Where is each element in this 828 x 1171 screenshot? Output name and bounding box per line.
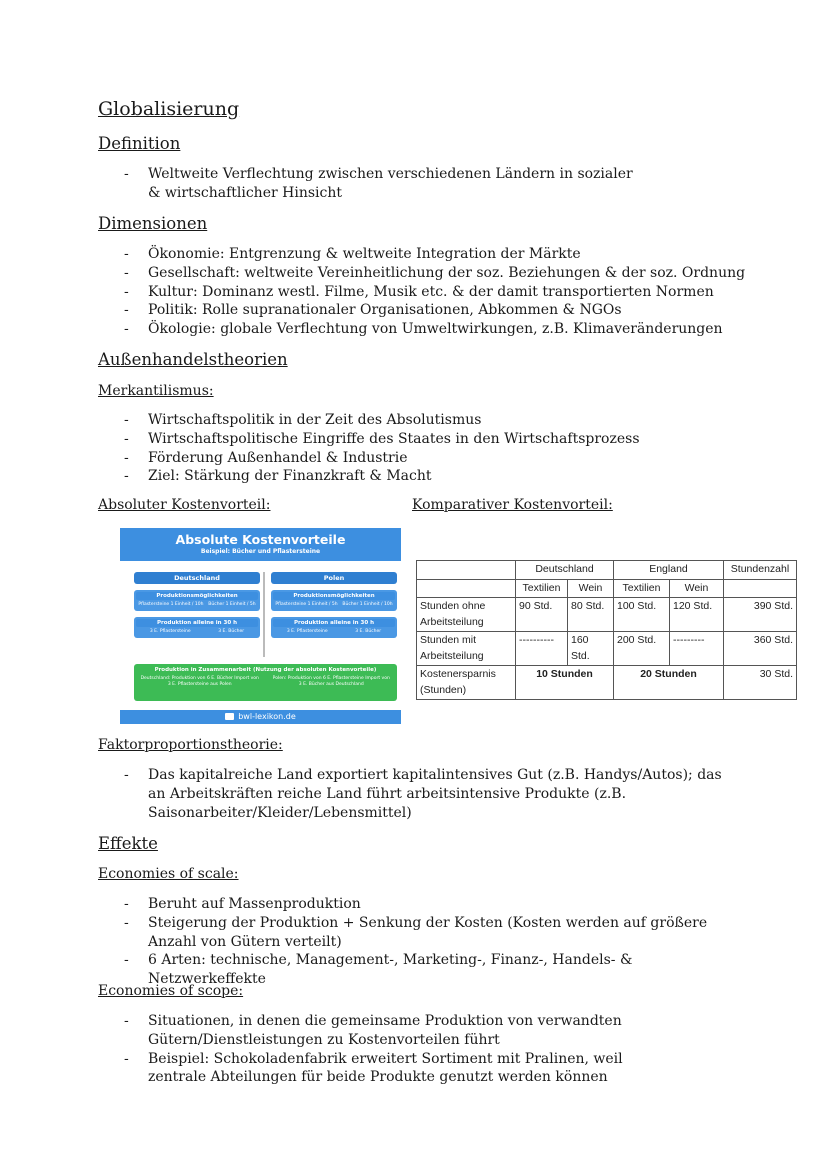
table-header-row	[417, 561, 797, 580]
list-item: - Steigerung der Produktion + Senkung der Kosten (Kosten werden auf größere Anzahl von Gütern verteilt)	[120, 914, 740, 952]
table-row-savings	[417, 666, 797, 700]
country-label: Polen	[271, 572, 397, 584]
table-cell: 100 Std.	[614, 598, 670, 632]
box-title: Produktionsmöglichkeiten	[136, 592, 258, 600]
list-item: - Förderung Außenhandel & Industrie	[120, 449, 740, 468]
box-value: Pflastersteine 1 Einheit / 10h	[138, 602, 204, 607]
table-cell: 160 Std.	[568, 632, 614, 666]
table-cell: 30 Std.	[724, 666, 797, 700]
row-label: Kostenersparnis (Stunden)	[417, 666, 516, 700]
cooperation-deutschland: Deutschland: Produktion von 6 E. Bücher Import von 3 E. Pflastersteine aus Polen	[140, 676, 259, 687]
infographic-subtitle: Beispiel: Bücher und Pflastersteine	[200, 548, 321, 555]
box-value: Pflastersteine 1 Einheit / 5h	[275, 602, 338, 607]
heading-aussenhandel: Außenhandelstheorien	[98, 350, 288, 369]
table-subheader-row	[417, 579, 797, 598]
country-label: Deutschland	[134, 572, 260, 584]
list-item: - Situationen, in denen die gemeinsame Produktion von verwandten Gütern/Dienstleistungen zu Kostenvorteilen führt	[120, 1012, 680, 1050]
heading-faktorproportionstheorie: Faktorproportionstheorie:	[98, 737, 283, 753]
table-cell: 80 Std.	[568, 598, 614, 632]
table-cell: ---------	[670, 632, 724, 666]
cooperation-title: Produktion in Zusammenarbeit (Nutzung der absoluten Kostenvorteile)	[154, 667, 377, 673]
infographic-title-band	[120, 528, 401, 561]
list-item: - Kultur: Dominanz westl. Filme, Musik etc. & der damit transportierten Normen	[120, 283, 760, 302]
scope-list	[120, 1012, 680, 1087]
table-header-cell: Textilien	[614, 579, 670, 598]
table-cell: 90 Std.	[516, 598, 568, 632]
list-item: - Wirtschaftspolitik in der Zeit des Absolutismus	[120, 411, 740, 430]
table-header-cell: Deutschland	[516, 561, 614, 580]
infographic-column-deutschland	[134, 572, 260, 638]
heading-effekte: Effekte	[98, 834, 158, 853]
table-cell: 10 Stunden	[516, 666, 614, 700]
list-item: - Politik: Rolle supranationaler Organisationen, Abkommen & NGOs	[120, 301, 760, 320]
scale-list	[120, 895, 740, 989]
list-item: - Gesellschaft: weltweite Vereinheitlichung der soz. Beziehungen & der soz. Ordnung	[120, 264, 760, 283]
table-header-cell: Wein	[568, 579, 614, 598]
list-item: - Ziel: Stärkung der Finanzkraft & Macht	[120, 467, 740, 486]
cooperation-polen: Polen: Produktion von 6 E. Pflastersteine Import von 3 E. Bücher aus Deutschland	[272, 676, 390, 687]
table-header-cell: Stundenzahl	[724, 561, 797, 580]
production-possibilities-box	[134, 590, 260, 611]
box-value: 3 E. Bücher	[355, 629, 382, 634]
heading-definition: Definition	[98, 134, 181, 153]
box-value: 3 E. Pflastersteine	[286, 629, 328, 634]
heading-economies-of-scope: Economies of scope:	[98, 983, 244, 999]
table-row	[417, 598, 797, 632]
book-icon	[225, 713, 234, 720]
table-cell: 20 Stunden	[614, 666, 724, 700]
production-alone-box	[271, 617, 397, 638]
heading-absoluter-kostenvorteil: Absoluter Kostenvorteil:	[98, 497, 271, 513]
heading-komparativer-kostenvorteil: Komparativer Kostenvorteil:	[412, 497, 613, 513]
box-title: Produktionsmöglichkeiten	[273, 592, 395, 600]
box-title: Produktion alleine in 30 h	[273, 619, 395, 627]
box-value: Bücher 1 Einheit / 5h	[208, 602, 256, 607]
table-row	[417, 632, 797, 666]
source-label: bwl-lexikon.de	[238, 712, 296, 721]
list-item: - Das kapitalreiche Land exportiert kapitalintensives Gut (z.B. Handys/Autos); das an Arbeitskräften reiche Land führt arbeitsintensive Produkte (z.B. Saisonarbeiter/Kleider/Lebensmittel)	[120, 766, 730, 822]
komparativer-kostenvorteil-table	[416, 560, 797, 700]
infographic-footer	[120, 710, 401, 724]
box-value: 3 E. Bücher	[218, 629, 245, 634]
cooperation-box	[134, 664, 397, 701]
infographic-title: Absolute Kostenvorteile	[175, 532, 346, 547]
table-cell: ----------	[516, 632, 568, 666]
absolute-kostenvorteile-infographic	[119, 527, 402, 725]
table-cell: 120 Std.	[670, 598, 724, 632]
production-possibilities-box	[271, 590, 397, 611]
table-header-cell: Textilien	[516, 579, 568, 598]
heading-dimensionen: Dimensionen	[98, 214, 208, 233]
list-item: - Weltweite Verflechtung zwischen verschiedenen Ländern in sozialer & wirtschaftlicher Hinsicht	[120, 165, 640, 203]
page-title: Globalisierung	[98, 98, 240, 120]
box-value: Bücher 1 Einheit / 10h	[342, 602, 393, 607]
dimensionen-list	[120, 245, 760, 339]
merkantilismus-list	[120, 411, 740, 486]
table-cell	[417, 579, 516, 598]
list-item: - Beispiel: Schokoladenfabrik erweitert Sortiment mit Pralinen, weil zentrale Abteilungen für beide Produkte genutzt werden können	[120, 1050, 680, 1088]
list-item: - 6 Arten: technische, Management-, Marketing-, Finanz-, Handels- & Netzwerkeffekte	[120, 951, 740, 989]
table-cell: 360 Std.	[724, 632, 797, 666]
infographic-column-polen	[271, 572, 397, 638]
table-cell: 390 Std.	[724, 598, 797, 632]
list-item: - Beruht auf Massenproduktion	[120, 895, 740, 914]
box-title: Produktion alleine in 30 h	[136, 619, 258, 627]
list-item: - Ökonomie: Entgrenzung & weltweite Integration der Märkte	[120, 245, 760, 264]
table-cell: 200 Std.	[614, 632, 670, 666]
list-item: - Ökologie: globale Verflechtung von Umweltwirkungen, z.B. Klimaveränderungen	[120, 320, 760, 339]
list-item: - Wirtschaftspolitische Eingriffe des Staates in den Wirtschaftsprozess	[120, 430, 740, 449]
heading-merkantilismus: Merkantilismus:	[98, 383, 214, 399]
row-label: Stunden mit Arbeitsteilung	[417, 632, 516, 666]
faktor-list	[120, 766, 730, 822]
definition-list	[120, 165, 640, 203]
table-header-cell: England	[614, 561, 724, 580]
table-cell	[417, 561, 516, 580]
production-alone-box	[134, 617, 260, 638]
row-label: Stunden ohne Arbeitsteilung	[417, 598, 516, 632]
table-cell	[724, 579, 797, 598]
box-value: 3 E. Pflastersteine	[149, 629, 191, 634]
heading-economies-of-scale: Economies of scale:	[98, 866, 239, 882]
column-divider	[263, 572, 265, 657]
table-header-cell: Wein	[670, 579, 724, 598]
